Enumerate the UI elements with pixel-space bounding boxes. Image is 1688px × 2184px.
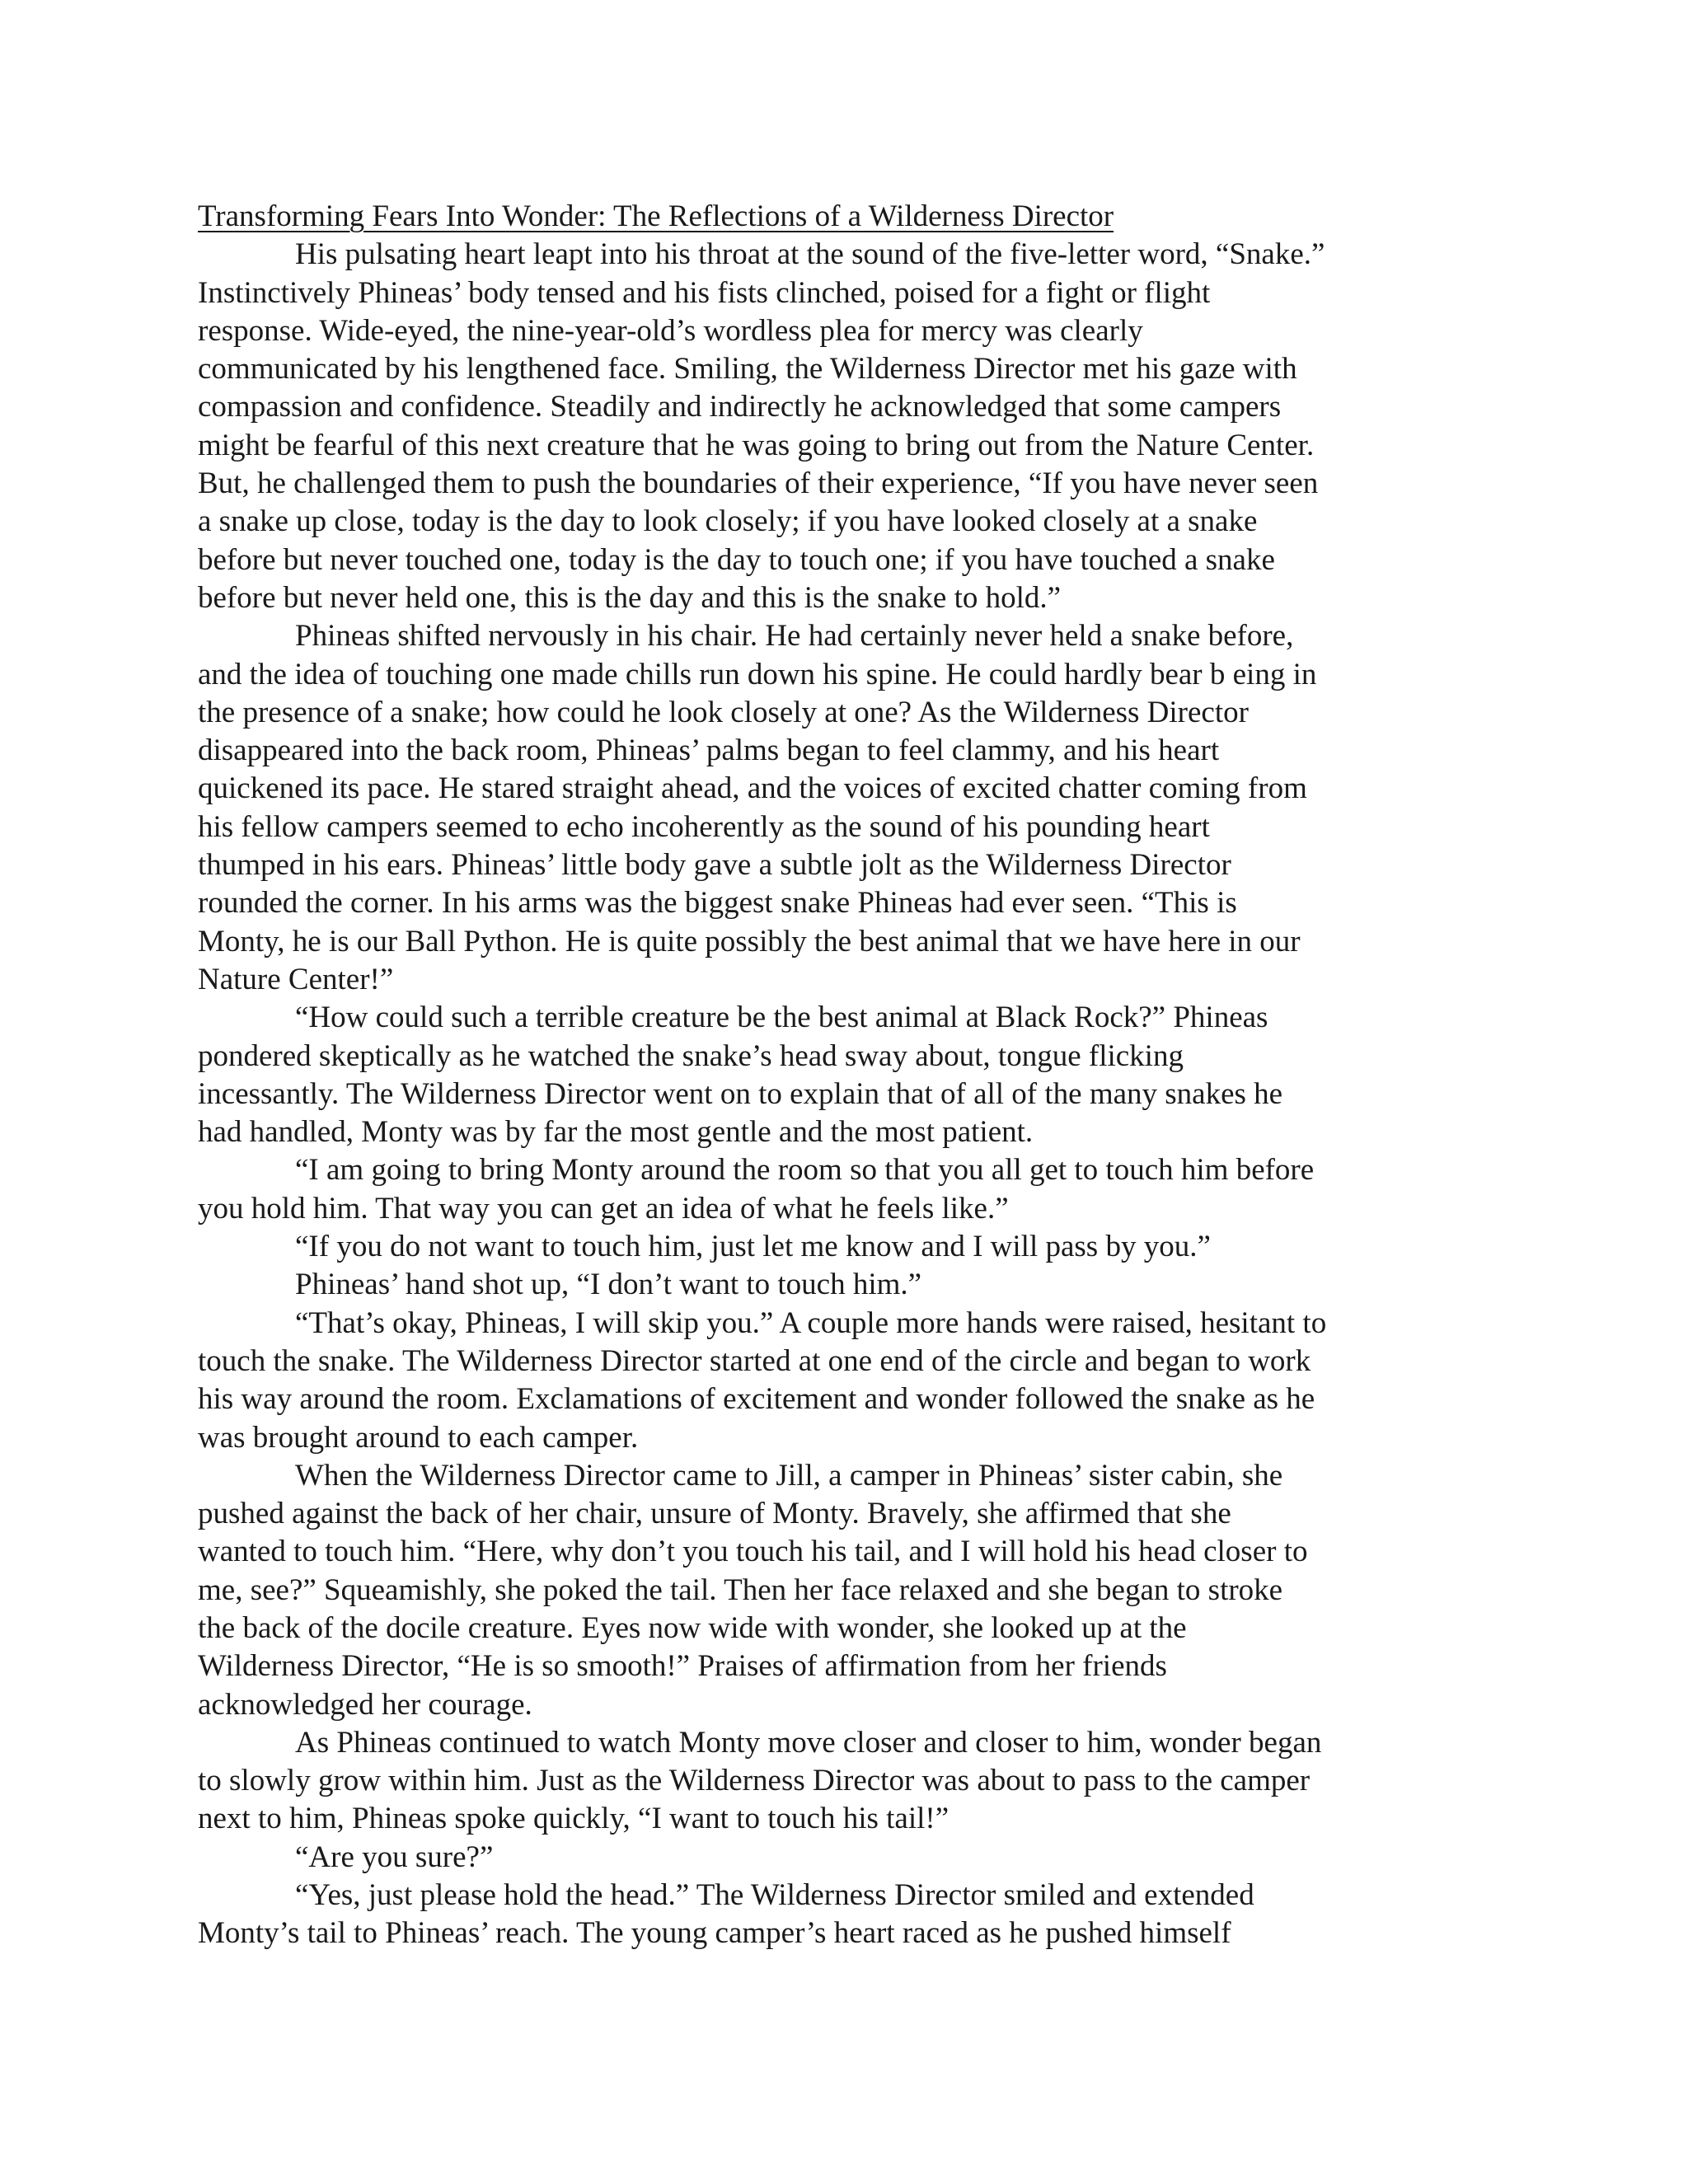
- text-line: communicated by his lengthened face. Smiling, the Wilderness Director met his gaze with: [198, 352, 1297, 387]
- paragraph: [198, 1266, 1484, 1304]
- text-line: you hold him. That way you can get an idea of what he feels like.”: [198, 1191, 1009, 1226]
- text-line: quickened its pace. He stared straight ahead, and the voices of excited chatter coming from: [198, 771, 1307, 806]
- document-title: Transforming Fears Into Wonder: The Reflections of a Wilderness Director: [198, 199, 1114, 233]
- text-line: Phineas shifted nervously in his chair. He had certainly never held a snake before,: [295, 619, 1294, 654]
- text-line: “If you do not want to touch him, just let me know and I will pass by you.”: [295, 1230, 1211, 1264]
- text-line: disappeared into the back room, Phineas’ palms began to feel clammy, and his heart: [198, 733, 1220, 768]
- text-line: might be fearful of this next creature that he was going to bring out from the Nature Center.: [198, 428, 1315, 462]
- text-line: Monty, he is our Ball Python. He is quite possibly the best animal that we have here in our: [198, 924, 1301, 958]
- text-line: “I am going to bring Monty around the room so that you all get to touch him before: [295, 1153, 1315, 1188]
- paragraph: [198, 1305, 1484, 1457]
- text-line: and the idea of touching one made chills run down his spine. He could hardly bear b eing in: [198, 657, 1317, 691]
- paragraph: [198, 236, 1484, 617]
- text-line: me, see?” Squeamishly, she poked the tail. Then her face relaxed and she began to stroke: [198, 1572, 1283, 1607]
- text-line: thumped in his ears. Phineas’ little body gave a subtle jolt as the Wilderness Director: [198, 848, 1231, 883]
- paragraph: [198, 999, 1484, 1151]
- text-line: His pulsating heart leapt into his throat at the sound of the five-letter word, “Snake.”: [295, 237, 1325, 272]
- text-line: had handled, Monty was by far the most gentle and the most patient.: [198, 1115, 1034, 1150]
- text-line: touch the snake. The Wilderness Director started at one end of the circle and began to work: [198, 1343, 1311, 1378]
- text-line: compassion and confidence. Steadily and indirectly he acknowledged that some campers: [198, 390, 1282, 424]
- text-line: rounded the corner. In his arms was the biggest snake Phineas had ever seen. “This is: [198, 886, 1237, 921]
- text-line: his fellow campers seemed to echo incoherently as the sound of his pounding heart: [198, 809, 1210, 844]
- text-line: acknowledged her courage.: [198, 1687, 532, 1722]
- document-body: [198, 198, 1484, 1953]
- text-line: the presence of a snake; how could he look closely at one? As the Wilderness Director: [198, 695, 1249, 729]
- text-line: Nature Center!”: [198, 962, 394, 996]
- paragraph: [198, 1151, 1484, 1228]
- text-line: response. Wide-eyed, the nine-year-old’s wordless plea for mercy was clearly: [198, 313, 1143, 348]
- text-line: incessantly. The Wilderness Director went on to explain that of all of the many snakes he: [198, 1076, 1283, 1111]
- text-line: wanted to touch him. “Here, why don’t you touch his tail, and I will hold his head closer to: [198, 1535, 1308, 1569]
- paragraph: [198, 617, 1484, 999]
- paragraph: [198, 1724, 1484, 1839]
- text-line: pondered skeptically as he watched the snake’s head sway about, tongue flicking: [198, 1038, 1184, 1073]
- text-line: before but never held one, this is the day and this is the snake to hold.”: [198, 580, 1062, 615]
- text-line: “How could such a terrible creature be the best animal at Black Rock?” Phineas: [295, 1001, 1268, 1035]
- text-line: next to him, Phineas spoke quickly, “I want to touch his tail!”: [198, 1802, 950, 1836]
- paragraph: [198, 1228, 1484, 1266]
- text-line: When the Wilderness Director came to Jill, a camper in Phineas’ sister cabin, she: [295, 1458, 1283, 1493]
- text-line: pushed against the back of her chair, unsure of Monty. Bravely, she affirmed that she: [198, 1497, 1231, 1531]
- paragraph: [198, 1457, 1484, 1724]
- text-line: Phineas’ hand shot up, “I don’t want to touch him.”: [295, 1268, 922, 1302]
- text-line: But, he challenged them to push the boundaries of their experience, “If you have never seen: [198, 466, 1319, 501]
- text-line: a snake up close, today is the day to look closely; if you have looked closely at a snake: [198, 504, 1258, 539]
- text-line: “Yes, just please hold the head.” The Wilderness Director smiled and extended: [295, 1878, 1254, 1913]
- paragraph: [198, 1877, 1484, 1953]
- text-line: “That’s okay, Phineas, I will skip you.” A couple more hands were raised, hesitant to: [295, 1305, 1327, 1340]
- text-line: “Are you sure?”: [295, 1840, 494, 1874]
- text-line: Monty’s tail to Phineas’ reach. The young camper’s heart raced as he pushed himself: [198, 1916, 1231, 1951]
- text-line: to slowly grow within him. Just as the Wilderness Director was about to pass to the camper: [198, 1764, 1311, 1798]
- text-line: the back of the docile creature. Eyes now wide with wonder, she looked up at the: [198, 1610, 1187, 1645]
- text-line: was brought around to each camper.: [198, 1420, 639, 1455]
- text-line: his way around the room. Exclamations of excitement and wonder followed the snake as he: [198, 1382, 1315, 1417]
- text-line: Instinctively Phineas’ body tensed and his fists clinched, poised for a fight or flight: [198, 275, 1211, 310]
- text-line: Wilderness Director, “He is so smooth!” Praises of affirmation from her friends: [198, 1649, 1167, 1684]
- paragraph: [198, 1839, 1484, 1877]
- text-line: As Phineas continued to watch Monty move closer and closer to him, wonder began: [295, 1725, 1322, 1760]
- paragraph-list: [198, 236, 1484, 1952]
- text-line: before but never touched one, today is the day to touch one; if you have touched a snake: [198, 542, 1275, 577]
